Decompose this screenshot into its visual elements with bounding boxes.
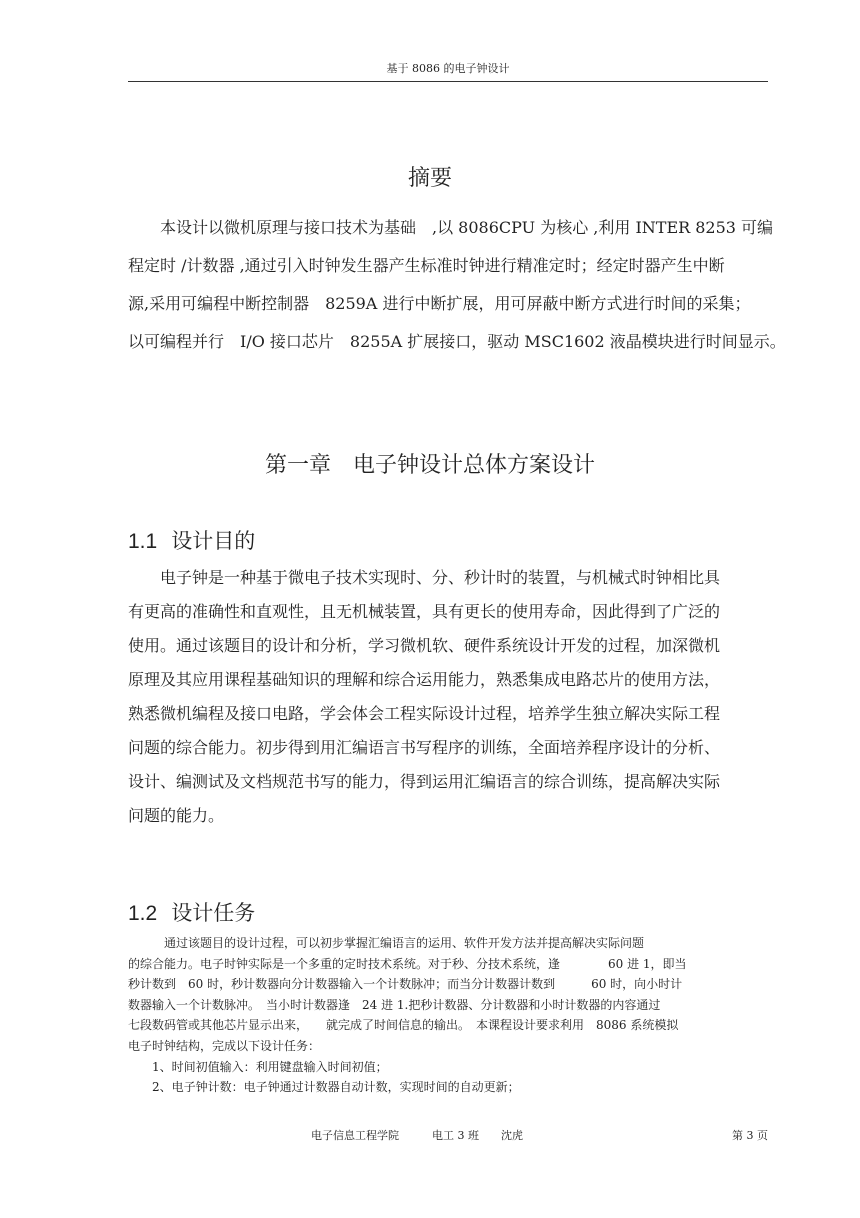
section-heading-1-2 [128,897,255,927]
page-header: 基于 8086 的电子钟设计 [386,62,510,75]
paragraph-line: 问题的能力。 [128,806,225,825]
paragraph-line: 电子钟是一种基于微电子技术实现时、分、秒计时的装置，与机械式时钟相比具 [128,568,721,587]
paragraph-line: 使用。通过该题目的设计和分析，学习微机软、硬件系统设计开发的过程，加深微机 [128,636,721,655]
paragraph-line: 通过该题目的设计过程，可以初步掌握汇编语言的运用、软件开发方法并提高解决实际问题 [128,936,645,950]
paragraph-line: 问题的综合能力。初步得到用汇编语言书写程序的训练，全面培养程序设计的分析、 [128,738,721,757]
abstract-line: 程定时 /计数器 ,通过引入时钟发生器产生标准时钟进行精准定时；经定时器产生中断 [128,256,725,275]
page-number: 第 3 页 [732,1129,768,1142]
paragraph-line: 有更高的准确性和直观性，且无机械装置，具有更长的使用寿命，因此得到了广泛的 [128,602,721,621]
section-title: 设计任务 [171,901,256,925]
section-1-1-body [128,561,768,833]
abstract-line: 以可编程并行 I/O 接口芯片 8255A 扩展接口，驱动 MSC1602 液晶模块进行时间显示。 [128,332,786,351]
abstract-line: 源,采用可编程中断控制器 8259A 进行中断扩展，用可屏蔽中断方式进行时间的采集； [128,294,751,313]
page-footer [128,1127,768,1147]
paragraph-line: 设计、编测试及文档规范书写的能力，得到运用汇编语言的综合训练，提高解决实际 [128,772,721,791]
paragraph-line: 电子时钟结构，完成以下设计任务： [128,1038,321,1053]
paragraph-line: 熟悉微机编程及接口电路，学会体会工程实际设计过程，培养学生独立解决实际工程 [128,704,721,723]
abstract-body [128,209,786,361]
abstract-title: 摘要 [407,165,452,191]
header-divider [128,81,768,82]
paragraph-line: 的综合能力。电子时钟实际是一个多重的定时技术系统。对于秒、分技术系统，逢 60 进 1，即当 [128,956,687,971]
chapter-title: 第一章 电子钟设计总体方案设计 [264,453,595,478]
paragraph-line: 原理及其应用课程基础知识的理解和综合运用能力，熟悉集成电路芯片的使用方法， [128,670,721,689]
section-number: 1.2 [128,902,158,925]
section-number: 1.1 [128,530,158,553]
footer-info: 电子信息工程学院 电工 3 班 沈虎 [311,1129,523,1142]
section-title: 设计目的 [171,529,256,553]
task-item: 1、时间初值输入：利用键盘输入时间初值； [128,1059,388,1074]
paragraph-line: 数器输入一个计数脉冲。 当小时计数器逢 24 进 1.把秒计数器、分计数器和小时计数器的内容通过 [128,997,661,1012]
section-heading-1-1 [128,525,255,555]
task-item: 2、电子钟计数：电子钟通过计数器自动计数，实现时间的自动更新； [128,1080,520,1095]
paragraph-line: 七段数码管或其他芯片显示出来， 就完成了时间信息的输出。 本课程设计要求利用 8086 系统模拟 [128,1018,679,1033]
paragraph-line: 秒计数到 60 时，秒计数器向分计数器输入一个计数脉冲；而当分计数器计数到 60 时，向小时计 [128,977,683,992]
section-1-2-body [128,933,768,1098]
abstract-line: 本设计以微机原理与接口技术为基础 ,以 8086CPU 为核心 ,利用 INTER 8253 可编 [128,218,774,237]
